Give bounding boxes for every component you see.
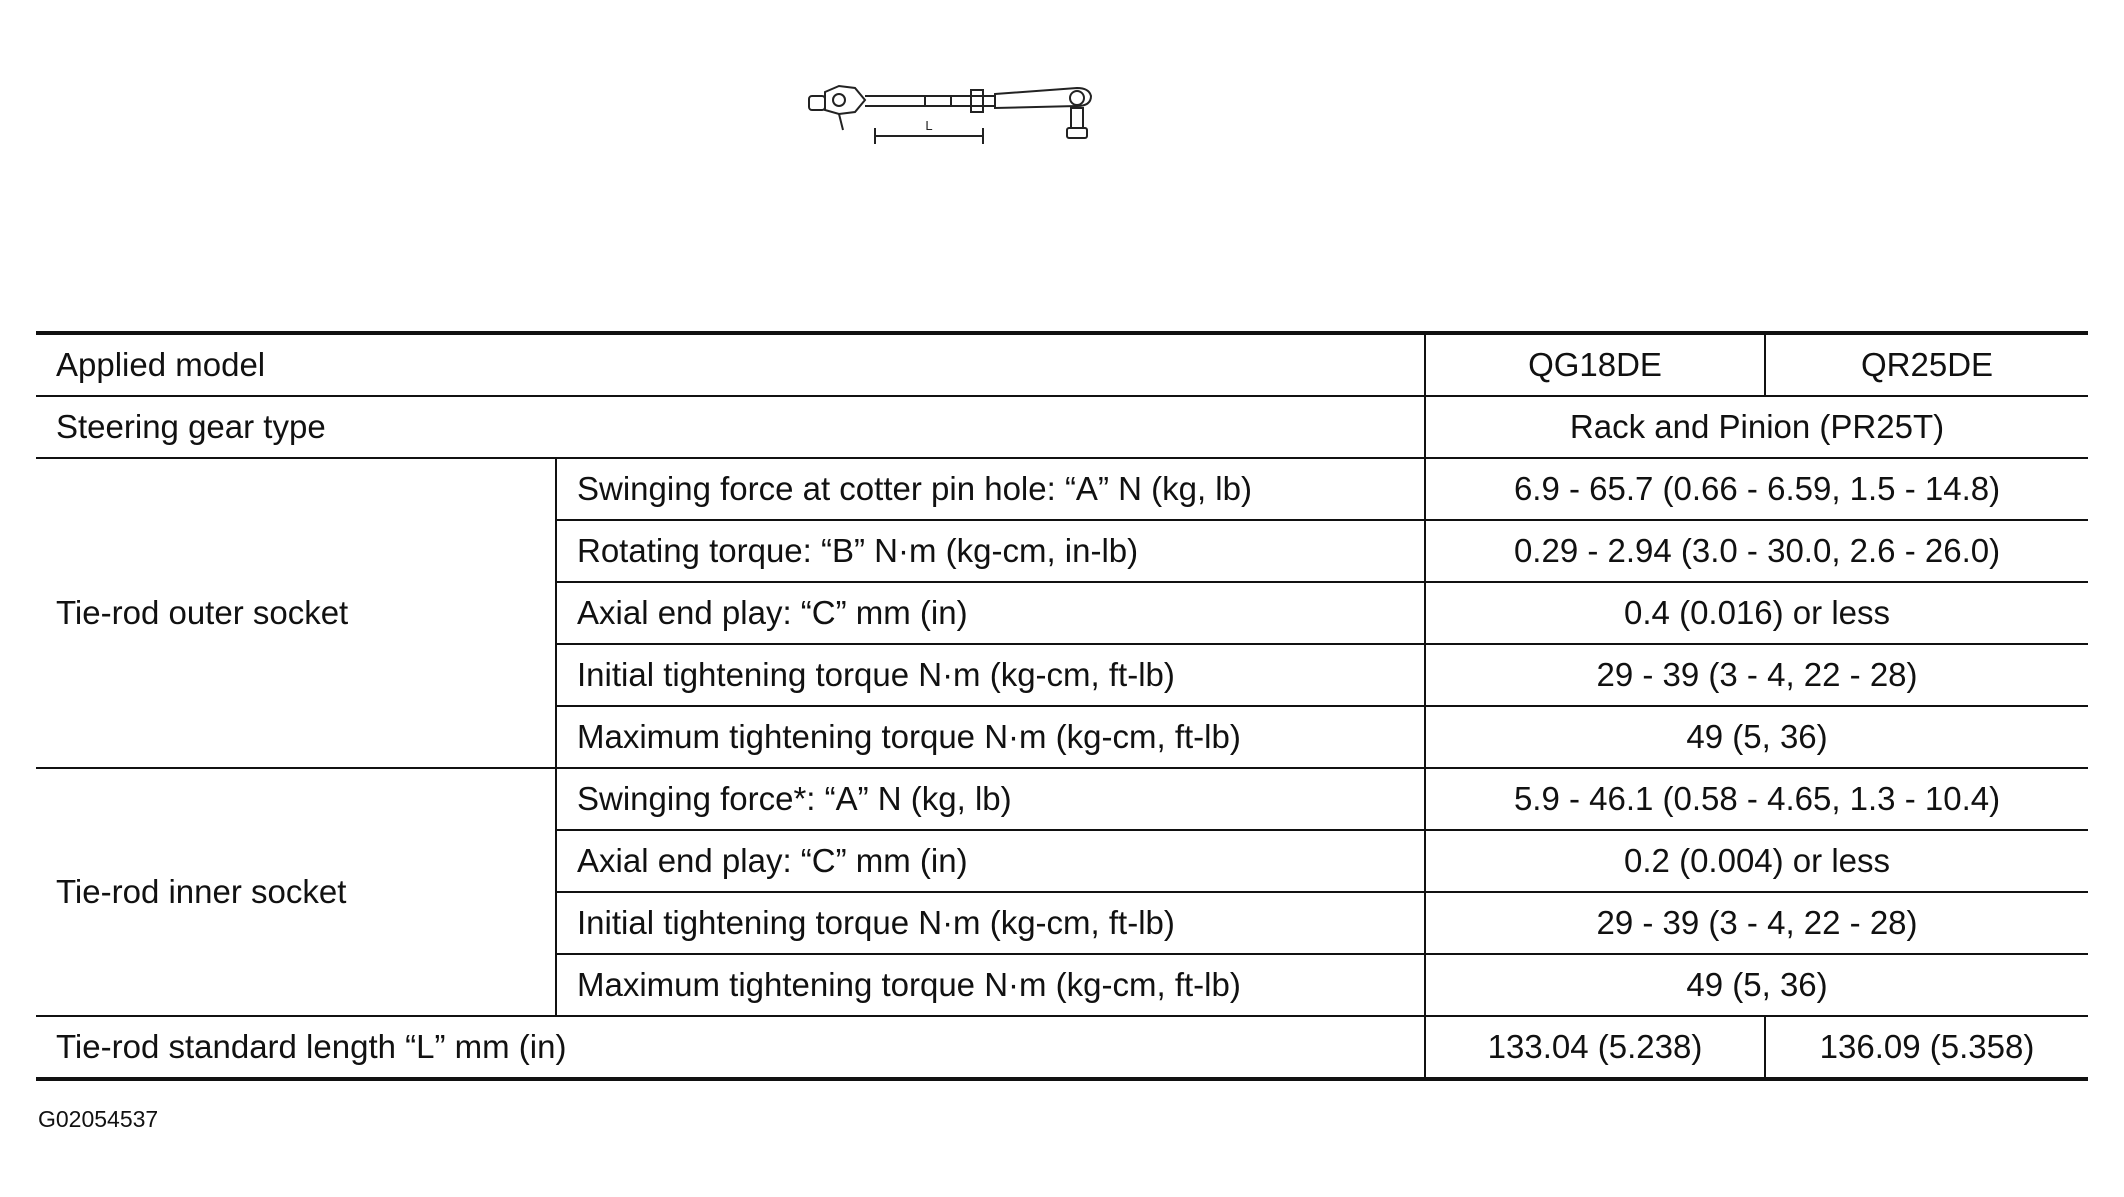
model-qg18de: QG18DE bbox=[1425, 333, 1765, 396]
specification-table bbox=[36, 331, 2088, 1081]
table-row bbox=[36, 768, 2088, 830]
spec-item: Maximum tightening torque N·m (kg-cm, ft-lb) bbox=[556, 706, 1425, 768]
gear-type-label: Steering gear type bbox=[36, 396, 1425, 458]
outer-socket-label: Tie-rod outer socket bbox=[36, 458, 556, 768]
outer-socket-stud bbox=[1071, 108, 1083, 128]
spec-item: Axial end play: “C” mm (in) bbox=[556, 582, 1425, 644]
gear-type-value: Rack and Pinion (PR25T) bbox=[1425, 396, 2088, 458]
standard-length-label: Tie-rod standard length “L” mm (in) bbox=[36, 1016, 1425, 1079]
spec-item: Swinging force*: “A” N (kg, lb) bbox=[556, 768, 1425, 830]
spec-value: 5.9 - 46.1 (0.58 - 4.65, 1.3 - 10.4) bbox=[1425, 768, 2088, 830]
dimension-label: L bbox=[925, 118, 933, 133]
spec-value: 0.2 (0.004) or less bbox=[1425, 830, 2088, 892]
table-row bbox=[36, 1016, 2088, 1079]
spec-item: Initial tightening torque N·m (kg-cm, ft-lb) bbox=[556, 644, 1425, 706]
applied-model-label: Applied model bbox=[36, 333, 1425, 396]
spec-item: Maximum tightening torque N·m (kg-cm, ft-lb) bbox=[556, 954, 1425, 1016]
spec-value: 29 - 39 (3 - 4, 22 - 28) bbox=[1425, 644, 2088, 706]
spec-value: 6.9 - 65.7 (0.66 - 6.59, 1.5 - 14.8) bbox=[1425, 458, 2088, 520]
lock-nut bbox=[971, 90, 983, 112]
spec-value: 0.29 - 2.94 (3.0 - 30.0, 2.6 - 26.0) bbox=[1425, 520, 2088, 582]
tie-rod-diagram bbox=[805, 72, 1145, 162]
inner-socket-hole bbox=[833, 94, 845, 106]
spec-value: 0.4 (0.016) or less bbox=[1425, 582, 2088, 644]
table-row bbox=[36, 458, 2088, 520]
figure-id-caption: G02054537 bbox=[38, 1106, 159, 1132]
inner-socket-label: Tie-rod inner socket bbox=[36, 768, 556, 1016]
outer-socket-ball bbox=[1070, 91, 1084, 105]
spec-item: Axial end play: “C” mm (in) bbox=[556, 830, 1425, 892]
model-qr25de: QR25DE bbox=[1765, 333, 2088, 396]
standard-length-qg18de: 133.04 (5.238) bbox=[1425, 1016, 1765, 1079]
spec-value: 29 - 39 (3 - 4, 22 - 28) bbox=[1425, 892, 2088, 954]
spec-item: Rotating torque: “B” N·m (kg-cm, in-lb) bbox=[556, 520, 1425, 582]
spec-value: 49 (5, 36) bbox=[1425, 954, 2088, 1016]
table-header-row bbox=[36, 333, 2088, 396]
table-row bbox=[36, 396, 2088, 458]
standard-length-qr25de: 136.09 (5.358) bbox=[1765, 1016, 2088, 1079]
spec-item: Swinging force at cotter pin hole: “A” N (kg, lb) bbox=[556, 458, 1425, 520]
inner-socket-ball bbox=[809, 96, 825, 110]
spec-value: 49 (5, 36) bbox=[1425, 706, 2088, 768]
spec-item: Initial tightening torque N·m (kg-cm, ft-lb) bbox=[556, 892, 1425, 954]
